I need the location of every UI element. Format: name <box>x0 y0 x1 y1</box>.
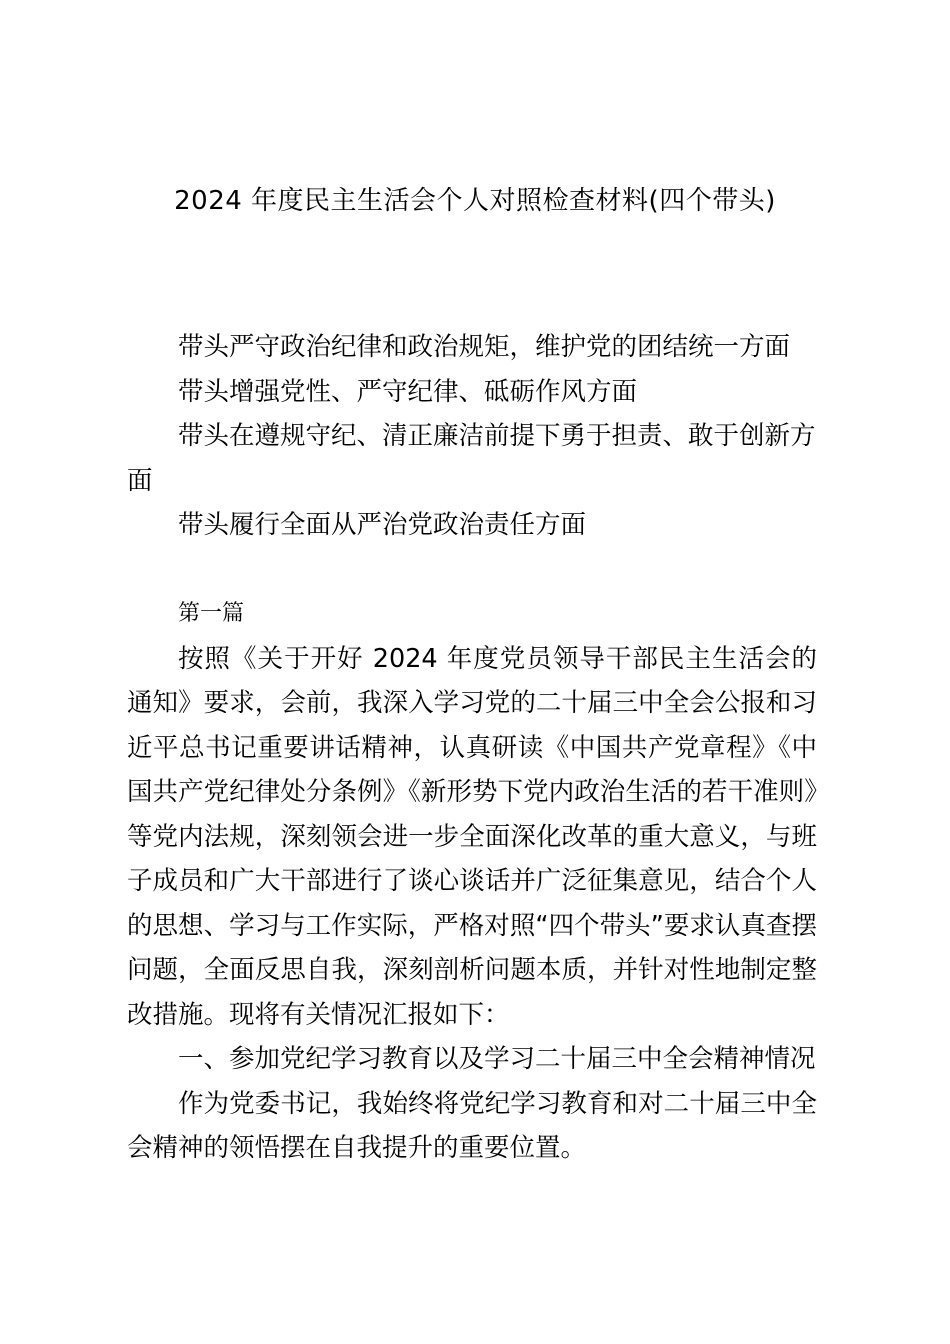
topic-item: 带头履行全面从严治党政治责任方面 <box>178 510 587 540</box>
document-body <box>127 592 817 1171</box>
topic-list <box>127 325 817 548</box>
body-paragraph: 作为党委书记，我始终将党纪学习教育和对二十届三中全会精神的领悟摆在自我提升的重要位置。 <box>127 1088 817 1163</box>
topic-item: 带头增强党性、严守纪律、砥砺作风方面 <box>178 376 638 407</box>
topic-item: 带头在遵规守纪、清正廉洁前提下勇于担责、敢于创新方面 <box>127 421 816 496</box>
section-heading: 一、参加党纪学习教育以及学习二十届三中全会精神情况 <box>178 1044 816 1074</box>
document-title: 2024 年度民主生活会个人对照检查材料(四个带头) <box>174 186 776 216</box>
body-paragraph: 按照《关于开好 2024 年度党员领导干部民主生活会的通知》要求，会前，我深入学习党的二十届三中全会公报和习近平总书记重要讲话精神，认真研读《中国共产党章程》《中国共产党纪律处分条例》《新形势下党内政治生活的若干准则》等党内法规，深刻领会进一步全面深化改革的重大意义，与班子成员和广大干部进行了谈心谈话并广泛征集意见，结合个人的思想、学习与工作实际，严格对照“四个带头”要求认真查摆问题，全面反思自我，深刻剖析问题本质，并针对性地制定整改措施。现将有关情况汇报如下： <box>127 643 817 1030</box>
topic-item: 带头严守政治纪律和政治规矩，维护党的团结统一方面 <box>178 332 791 362</box>
chapter-heading: 第一篇 <box>178 601 245 626</box>
